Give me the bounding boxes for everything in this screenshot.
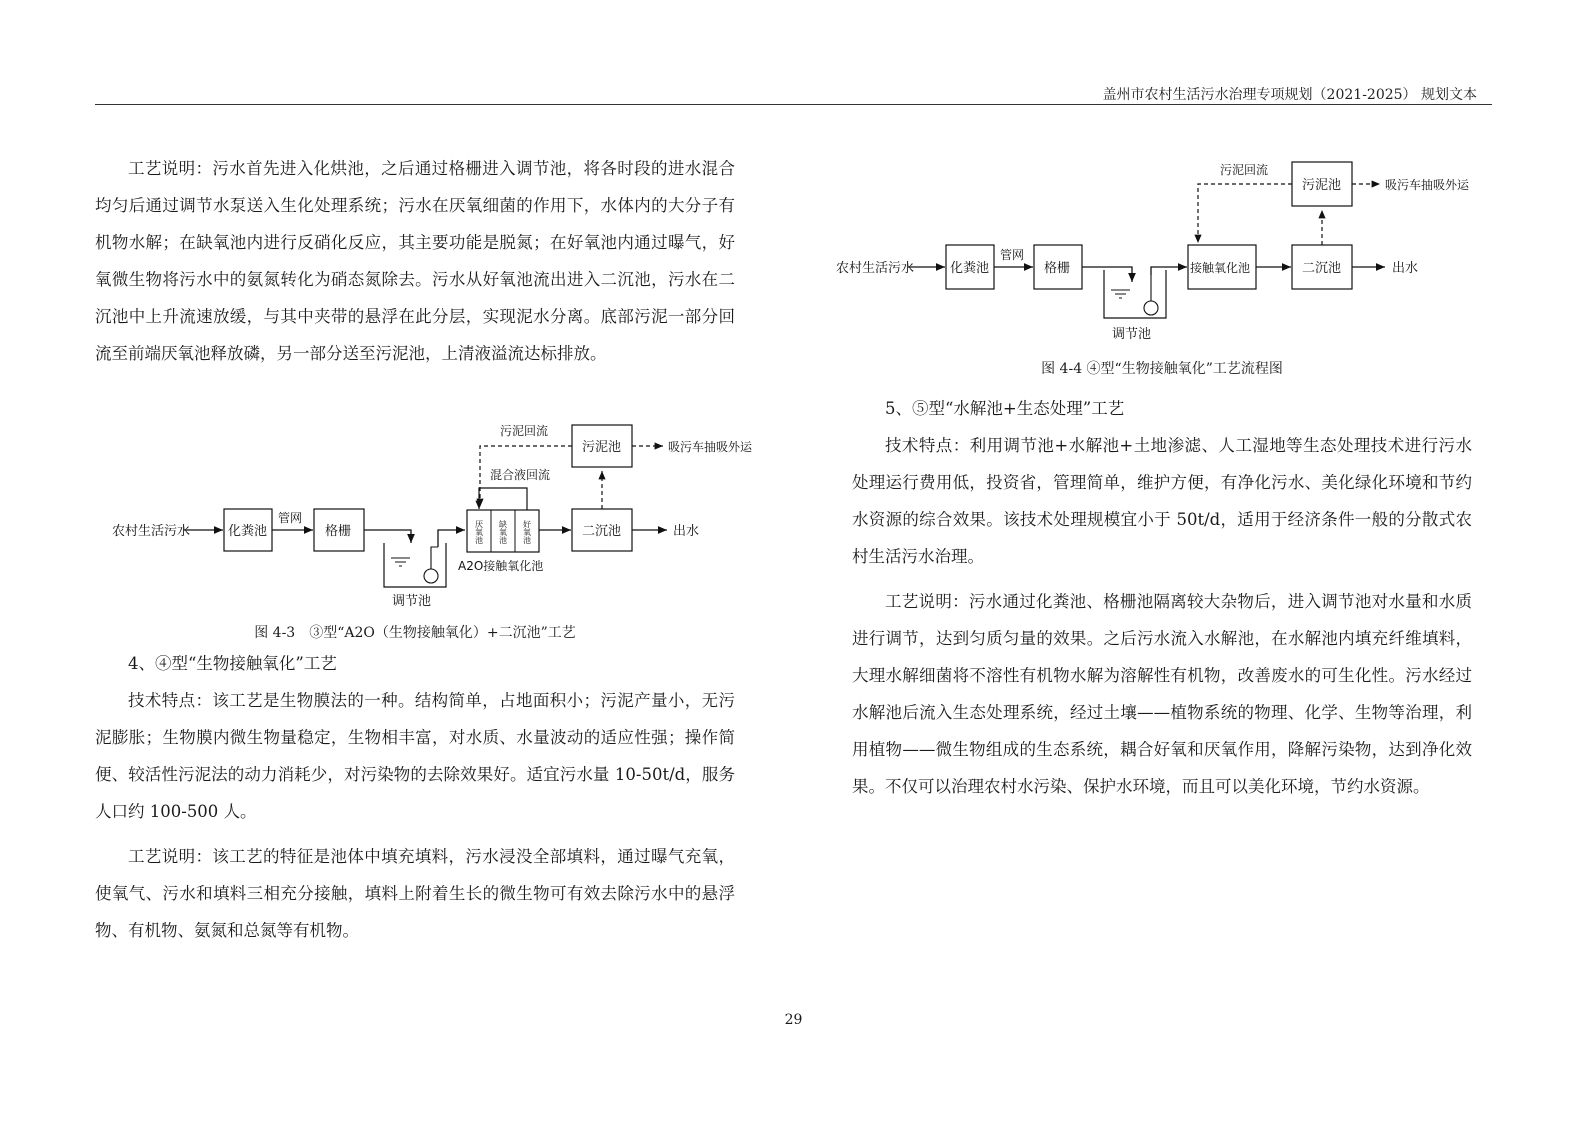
fig3-mix-return-label: 混合液回流 [490, 468, 551, 482]
fig4-reg-label: 调节池 [1112, 327, 1152, 342]
figure-4-4-diagram [832, 150, 1472, 350]
fig3-septic-label: 化粪池 [228, 524, 268, 539]
fig3-input-label: 农村生活污水 [112, 524, 191, 539]
fig3-sludge-return-label: 污泥回流 [500, 424, 549, 438]
fig4-truck-label: 吸污车抽吸外运 [1385, 178, 1470, 192]
left-column-lower [95, 623, 735, 949]
fig3-pipe-label: 管网 [278, 511, 303, 525]
fig4-output-label: 出水 [1392, 261, 1419, 276]
page-number: 29 [784, 1012, 803, 1028]
left-column [95, 150, 735, 372]
fig4-input-label: 农村生活污水 [836, 261, 915, 276]
fig3-anoxic-label: 缺氧池 [498, 520, 508, 544]
fig4-contact-label: 接触氧化池 [1190, 261, 1251, 275]
fig4-grille-label: 格栅 [1044, 261, 1071, 276]
fig4-sludge-tank-label: 污泥池 [1302, 178, 1342, 193]
fig3-anaerobic-label: 厌氧池 [474, 520, 484, 544]
paragraph-tech-features-hydrolysis: 技术特点：利用调节池+水解池+土地渗滤、人工湿地等生态处理技术进行污水处理运行费用低，投资省，管理简单，维护方便，有净化污水、美化绿化环境和节约水资源的综合效果。该技术处理规模宜小于 50t/d，适用于经济条件一般的分散式农村生活污水治理。 [852, 436, 1472, 566]
fig3-a2o-label: A2O接触氧化池 [458, 559, 544, 573]
fig3-clarifier-label: 二沉池 [582, 524, 622, 539]
figure-4-4-caption: 图 4-4 ④型“生物接触氧化”工艺流程图 [1041, 361, 1283, 377]
fig3-sludge-tank-label: 污泥池 [582, 440, 622, 455]
header-title: 盖州市农村生活污水治理专项规划（2021-2025） 规划文本 [1102, 87, 1477, 103]
fig4-regulating-tank [1104, 270, 1166, 318]
fig4-sludge-return-label: 污泥回流 [1220, 163, 1269, 177]
fig3-truck-label: 吸污车抽吸外运 [668, 440, 753, 454]
figure-4-3-diagram [100, 415, 760, 615]
paragraph-process-description-hydrolysis: 工艺说明：污水通过化粪池、格栅池隔离较大杂物后，进入调节池对水量和水质进行调节，达到匀质匀量的效果。之后污水流入水解池，在水解池内填充纤维填料，大理水解细菌将不溶性有机物水解为溶解性有机物，改善废水的可生化性。污水经过水解池后流入生态处理系统，经过土壤——植物系统的物理、化学、生物等治理，利用植物——微生物组成的生态系统，耦合好氧和厌氧作用，降解污染物，达到净化效果。不仅可以治理农村水污染、保护水环境，而且可以美化环境，节约水资源。 [852, 592, 1472, 796]
fig4-clarifier-label: 二沉池 [1302, 261, 1342, 276]
fig3-output-label: 出水 [673, 524, 700, 539]
fig3-grille-label: 格栅 [325, 524, 352, 539]
figure-4-3-caption: 图 4-3 ③型“A2O（生物接触氧化）+二沉池”工艺 [254, 625, 576, 641]
fig4-pipe-label: 管网 [1000, 248, 1025, 262]
fig3-pump-icon [424, 569, 438, 583]
fig4-septic-label: 化粪池 [950, 261, 990, 276]
fig3-aerobic-label: 好氧池 [522, 520, 532, 544]
paragraph-process-description-a2o: 工艺说明：污水首先进入化烘池，之后通过格栅进入调节池，将各时段的进水混合均匀后通过调节水泵送入生化处理系统；污水在厌氧细菌的作用下，水体内的大分子有机物水解；在缺氧池内进行反硝化反应，其主要功能是脱氮；在好氧池内通过曝气，好氧微生物将污水中的氨氮转化为硝态氮除去。污水从好氧池流出进入二沉池，污水在二沉池中上升流速放缓，与其中夹带的悬浮在此分层，实现泥水分离。底部污泥一部分回流至前端厌氧池释放磷，另一部分送至污泥池，上清液溢流达标排放。 [95, 159, 735, 363]
fig3-reg-label: 调节池 [392, 594, 432, 609]
paragraph-process-description-contact-oxidation: 工艺说明：该工艺的特征是池体中填充填料，污水浸没全部填料，通过曝气充氧，使氧气、污水和填料三相充分接触，填料上附着生长的微生物可有效去除污水中的悬浮物、有机物、氨氮和总氮等有机物。 [95, 847, 735, 940]
fig4-pump-icon [1144, 301, 1158, 315]
paragraph-tech-features-contact-oxidation: 技术特点：该工艺是生物膜法的一种。结构简单，占地面积小；污泥产量小，无污泥膨胀；生物膜内微生物量稳定，生物相丰富，对水质、水量波动的适应性强；操作简便、较活性污泥法的动力消耗少，对污染物的去除效果好。适宜污水量 10-50t/d，服务人口约 100-500 人。 [95, 691, 735, 821]
section-heading-4: 4、④型“生物接触氧化”工艺 [128, 654, 337, 673]
right-column [852, 359, 1472, 805]
section-heading-5: 5、⑤型“水解池+生态处理”工艺 [885, 399, 1125, 418]
header-rule [95, 104, 1492, 105]
